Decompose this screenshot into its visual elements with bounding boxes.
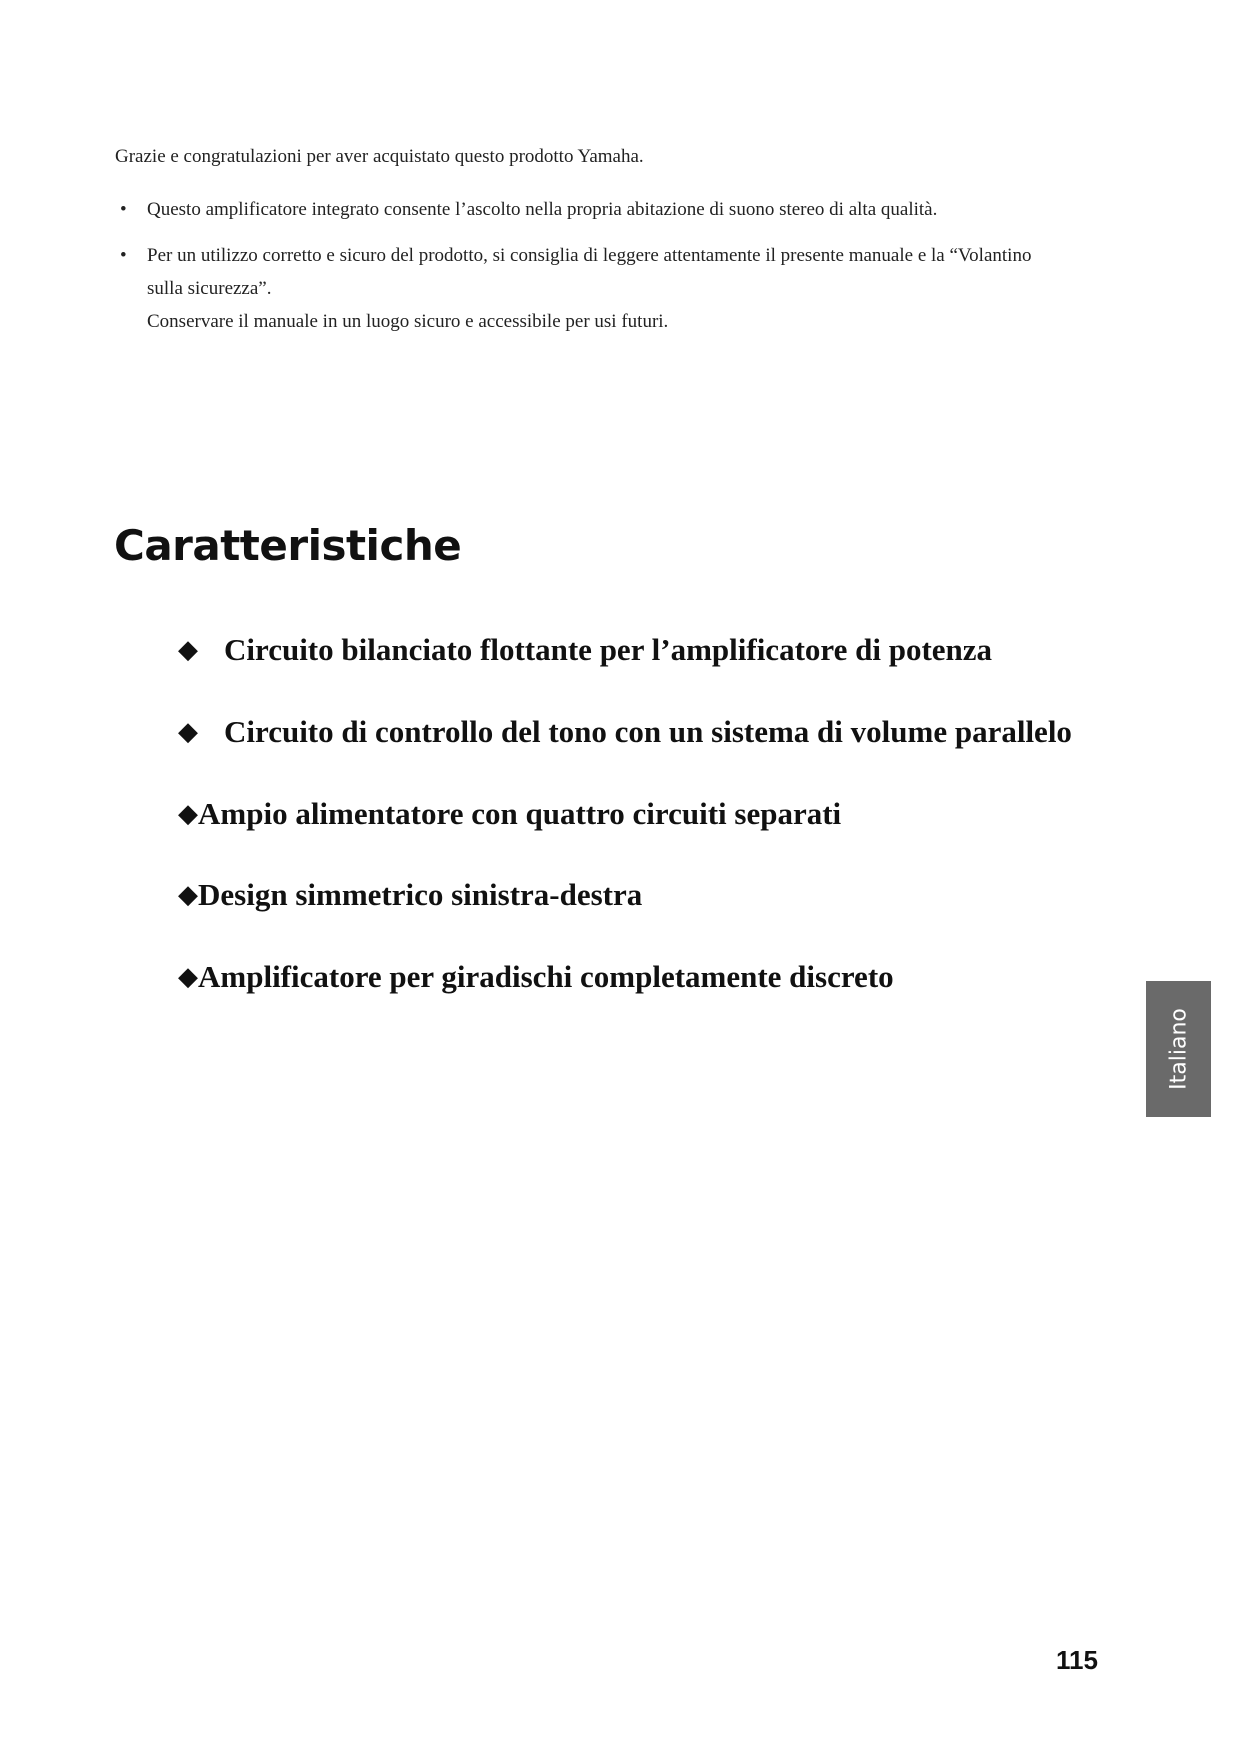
bullet-line: Questo amplificatore integrato consente l’ascolto nella propria abitazione di suono stereo di alta qualità.	[147, 199, 938, 220]
bullet-text	[147, 193, 1120, 226]
bullet-item	[120, 239, 1120, 338]
feature-item	[178, 875, 642, 915]
diamond-icon: ◆	[178, 880, 198, 910]
language-tab-label: Italiano	[1166, 1008, 1191, 1090]
feature-text: Design simmetrico sinistra-destra	[198, 877, 643, 912]
feature-item	[178, 712, 1072, 752]
bullet-line: Per un utilizzo corretto e sicuro del prodotto, si consiglia di leggere attentamente il presente manuale e la “Volantino	[147, 245, 1032, 266]
language-tab	[1146, 981, 1211, 1117]
bullet-line: Conservare il manuale in un luogo sicuro e accessibile per usi futuri.	[147, 311, 669, 332]
feature-item	[178, 957, 894, 997]
bullet-dot: •	[120, 245, 127, 266]
feature-item	[178, 794, 841, 834]
bullet-text	[147, 239, 1120, 338]
bullet-line: sulla sicurezza”.	[147, 278, 272, 299]
feature-text: Circuito bilanciato flottante per l’amplificatore di potenza	[224, 632, 993, 667]
feature-text: Amplificatore per giradischi completamente discreto	[198, 959, 894, 994]
feature-item	[178, 630, 992, 670]
bullet-item	[120, 193, 1120, 226]
diamond-icon: ◆	[178, 635, 198, 665]
feature-text: Circuito di controllo del tono con un sistema di volume parallelo	[224, 714, 1072, 749]
page-number: 115	[1056, 1645, 1098, 1675]
intro-text: Grazie e congratulazioni per aver acquistato questo prodotto Yamaha.	[115, 146, 644, 167]
diamond-icon: ◆	[178, 962, 198, 992]
section-title: Caratteristiche	[114, 521, 462, 570]
diamond-icon: ◆	[178, 799, 198, 829]
diamond-icon: ◆	[178, 717, 198, 747]
bullet-dot: •	[120, 199, 127, 220]
feature-text: Ampio alimentatore con quattro circuiti separati	[198, 796, 842, 831]
